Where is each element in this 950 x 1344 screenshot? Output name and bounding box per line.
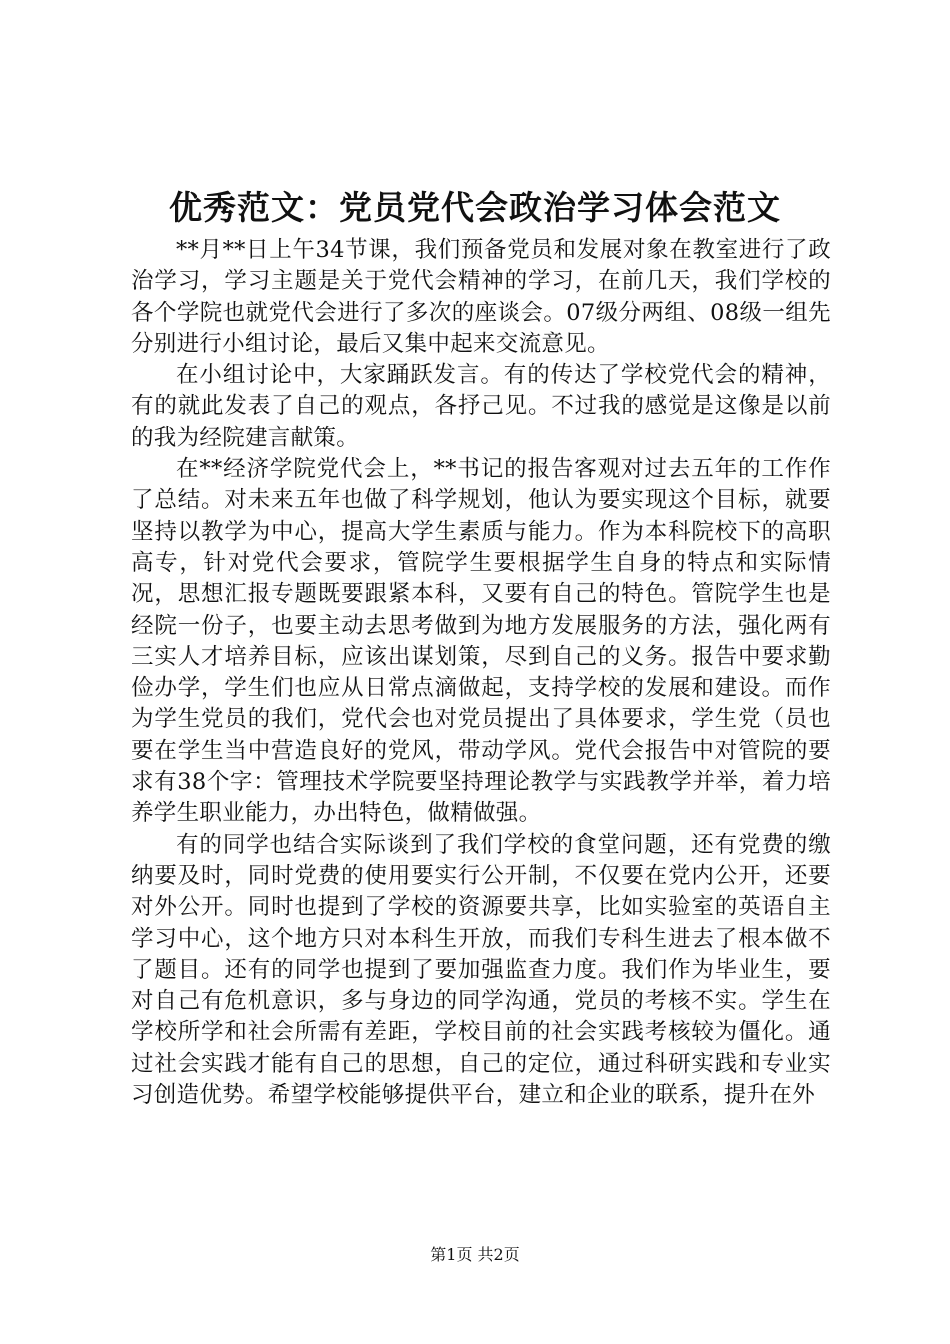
- paragraph-4: 有的同学也结合实际谈到了我们学校的食堂问题，还有党费的缴纳要及时，同时党费的使用要实行公开制，不仅要在党内公开，还要对外公开。同时也提到了学校的资源要共享，比如实验室的英语自主学习中心，这个地方只对本科生开放，而我们专科生进去了根本做不了题目。还有的同学也提到了要加强监查力度。我们作为毕业生，要对自己有危机意识，多与身边的同学沟通，党员的考核不实。学生在学校所学和社会所需有差距，学校目前的社会实践考核较为僵化。通过社会实践才能有自己的思想，自己的定位，通过科研实践和专业实习创造优势。希望学校能够提供平台，建立和企业的联系，提升在外: [131, 831, 831, 1109]
- document-title: 优秀范文：党员党代会政治学习体会范文: [169, 188, 781, 227]
- paragraph-3: 在**经济学院党代会上，**书记的报告客观对过去五年的工作作了总结。对未来五年也做了科学规划，他认为要实现这个目标，就要坚持以教学为中心，提高大学生素质与能力。作为本科院校下的高职高专，针对党代会要求，管院学生要根据学生自身的特点和实际情况，思想汇报专题既要跟紧本科，又要有自己的特色。管院学生也是经院一份子，也要主动去思考做到为地方发展服务的方法，强化两有三实人才培养目标，应该出谋划策，尽到自己的义务。报告中要求勤俭办学，学生们也应从日常点滴做起，支持学校的发展和建设。而作为学生党员的我们，党代会也对党员提出了具体要求，学生党（员也要在学生当中营造良好的党风，带动学风。党代会报告中对管院的要求有38个字：管理技术学院要坚持理论教学与实践教学并举，着力培养学生职业能力，办出特色，做精做强。: [131, 456, 831, 827]
- document-body: [131, 235, 831, 1111]
- paragraph-2: 在小组讨论中，大家踊跃发言。有的传达了学校党代会的精神，有的就此发表了自己的观点，各抒己见。不过我的感觉是这像是以前的我为经院建言献策。: [131, 362, 831, 451]
- page-number-footer: 第1页 共2页: [430, 1245, 520, 1264]
- paragraph-1: **月**日上午34节课，我们预备党员和发展对象在教室进行了政治学习，学习主题是关于党代会精神的学习，在前几天，我们学校的各个学院也就党代会进行了多次的座谈会。07级分两组、08级一组先分别进行小组讨论，最后又集中起来交流意见。: [131, 237, 831, 357]
